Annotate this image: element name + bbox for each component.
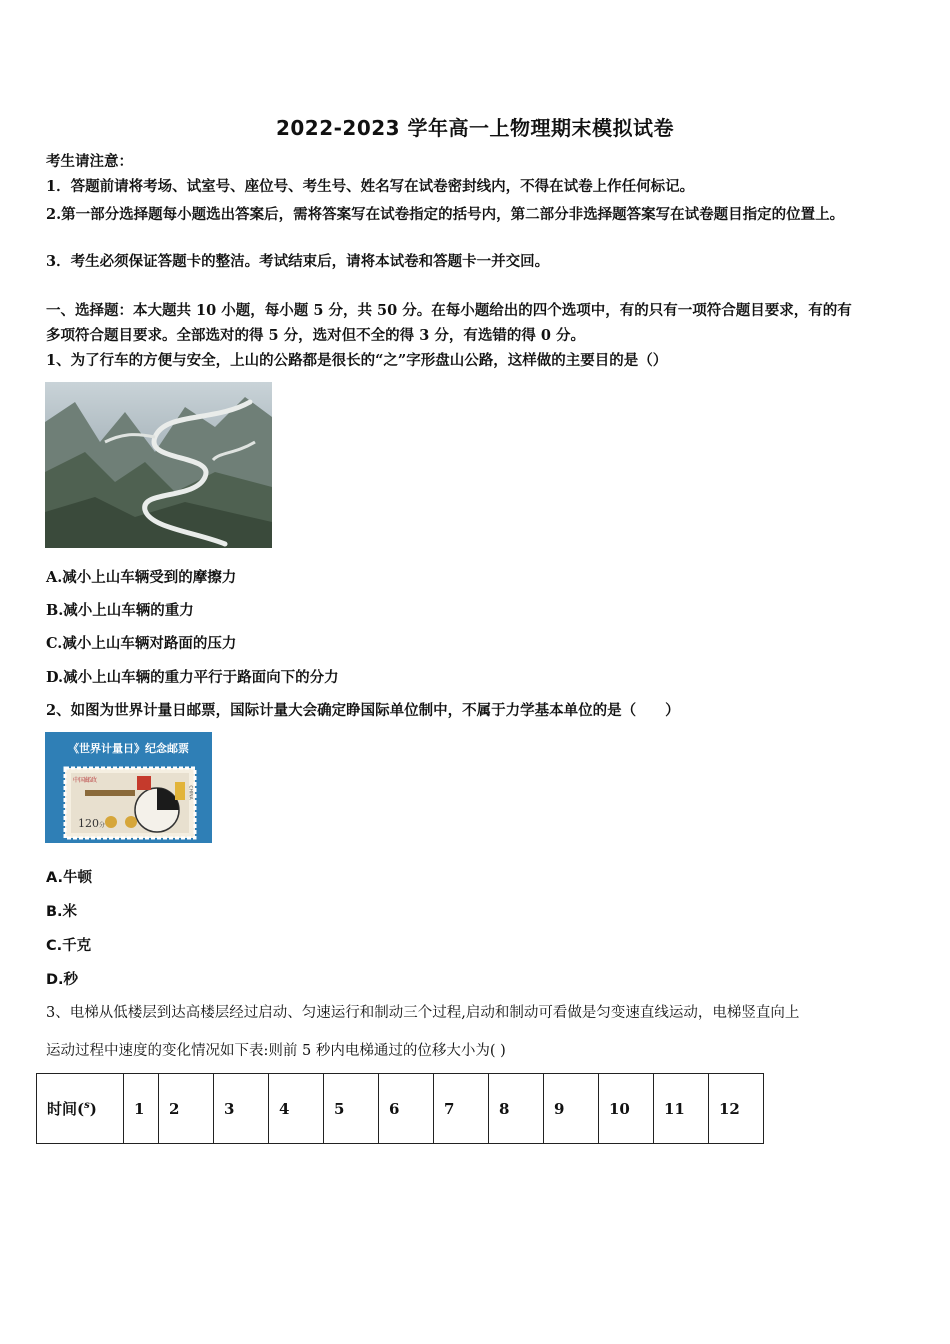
table-cell: 2 <box>159 1074 214 1144</box>
table-cell: 9 <box>544 1074 599 1144</box>
stamp-banner: 《世界计量日》纪念邮票 <box>68 742 189 755</box>
question-1-option-a: A.减小上山车辆受到的摩擦力 <box>46 569 237 586</box>
notice-item-2: 2.第一部分选择题每小题选出答案后，需将答案写在试卷指定的括号内，第二部分非选择题答案写在试卷题目指定的位置上。 <box>46 206 845 223</box>
notice-heading: 考生请注意： <box>46 153 133 170</box>
stamp-issuer: 中国邮政 <box>73 777 98 784</box>
question-2-option-b: B.米 <box>46 904 78 920</box>
table-cell: 1 <box>124 1074 159 1144</box>
question-3-line-2: 运动过程中速度的变化情况如下表:则前 5 秒内电梯通过的位移大小为( ) <box>46 1043 506 1059</box>
stamp-value: 120 <box>78 817 99 830</box>
table-cell: 12 <box>709 1074 764 1144</box>
table-cell: 4 <box>269 1074 324 1144</box>
question-2-option-c: C.千克 <box>46 938 92 954</box>
question-3-line-1: 3、电梯从低楼层到达高楼层经过启动、匀速运行和制动三个过程,启动和制动可看做是匀变速直线运动，电梯竖直向上 <box>46 1005 800 1021</box>
section-instructions-line-2: 多项符合题目要求。全部选对的得 5 分，选对但不全的得 3 分，有选错的得 0 分。 <box>46 327 586 344</box>
question-1-option-b: B.减小上山车辆的重力 <box>46 602 194 619</box>
mountain-road-photo <box>45 382 272 548</box>
section-instructions-line-1: 一、选择题：本大题共 10 小题，每小题 5 分，共 50 分。在每小题给出的四个选项中，有的只有一项符合题目要求，有的有 <box>46 302 852 319</box>
stamp-country: CHINA <box>187 785 193 800</box>
table-cell: 8 <box>489 1074 544 1144</box>
table-cell: 5 <box>324 1074 379 1144</box>
page-title: 2022-2023 学年高一上物理期末模拟试卷 <box>275 116 675 140</box>
notice-item-3: 3．考生必须保证答题卡的整洁。考试结束后，请将本试卷和答题卡一并交回。 <box>46 253 550 270</box>
table-cell: 7 <box>434 1074 489 1144</box>
question-2-option-d: D.秒 <box>46 972 79 988</box>
notice-item-1: 1．答题前请将考场、试室号、座位号、考生号、姓名写在试卷密封线内，不得在试卷上作任何标记。 <box>46 178 695 195</box>
table-cell: 10 <box>599 1074 654 1144</box>
table-cell: 11 <box>654 1074 709 1144</box>
stamp-unit: 分 <box>99 822 106 829</box>
table-cell: 6 <box>379 1074 434 1144</box>
table-cell: 3 <box>214 1074 269 1144</box>
question-1-option-c: C.减小上山车辆对路面的压力 <box>46 635 237 652</box>
elevator-data-table <box>36 1073 764 1144</box>
question-2-option-a: A.牛顿 <box>46 870 92 886</box>
question-1-option-d: D.减小上山车辆的重力平行于路面向下的分力 <box>46 669 339 686</box>
table-header-cell: 时间($^s$) <box>37 1074 124 1144</box>
question-2-stem: 2、如图为世界计量日邮票，国际计量大会确定睁国际单位制中，不属于力学基本单位的是（ ） <box>46 702 680 719</box>
world-metrology-day-stamp <box>45 732 212 843</box>
table-row <box>37 1074 764 1144</box>
question-1-stem: 1、为了行车的方便与安全，上山的公路都是很长的“之”字形盘山公路，这样做的主要目的是（） <box>46 352 668 369</box>
